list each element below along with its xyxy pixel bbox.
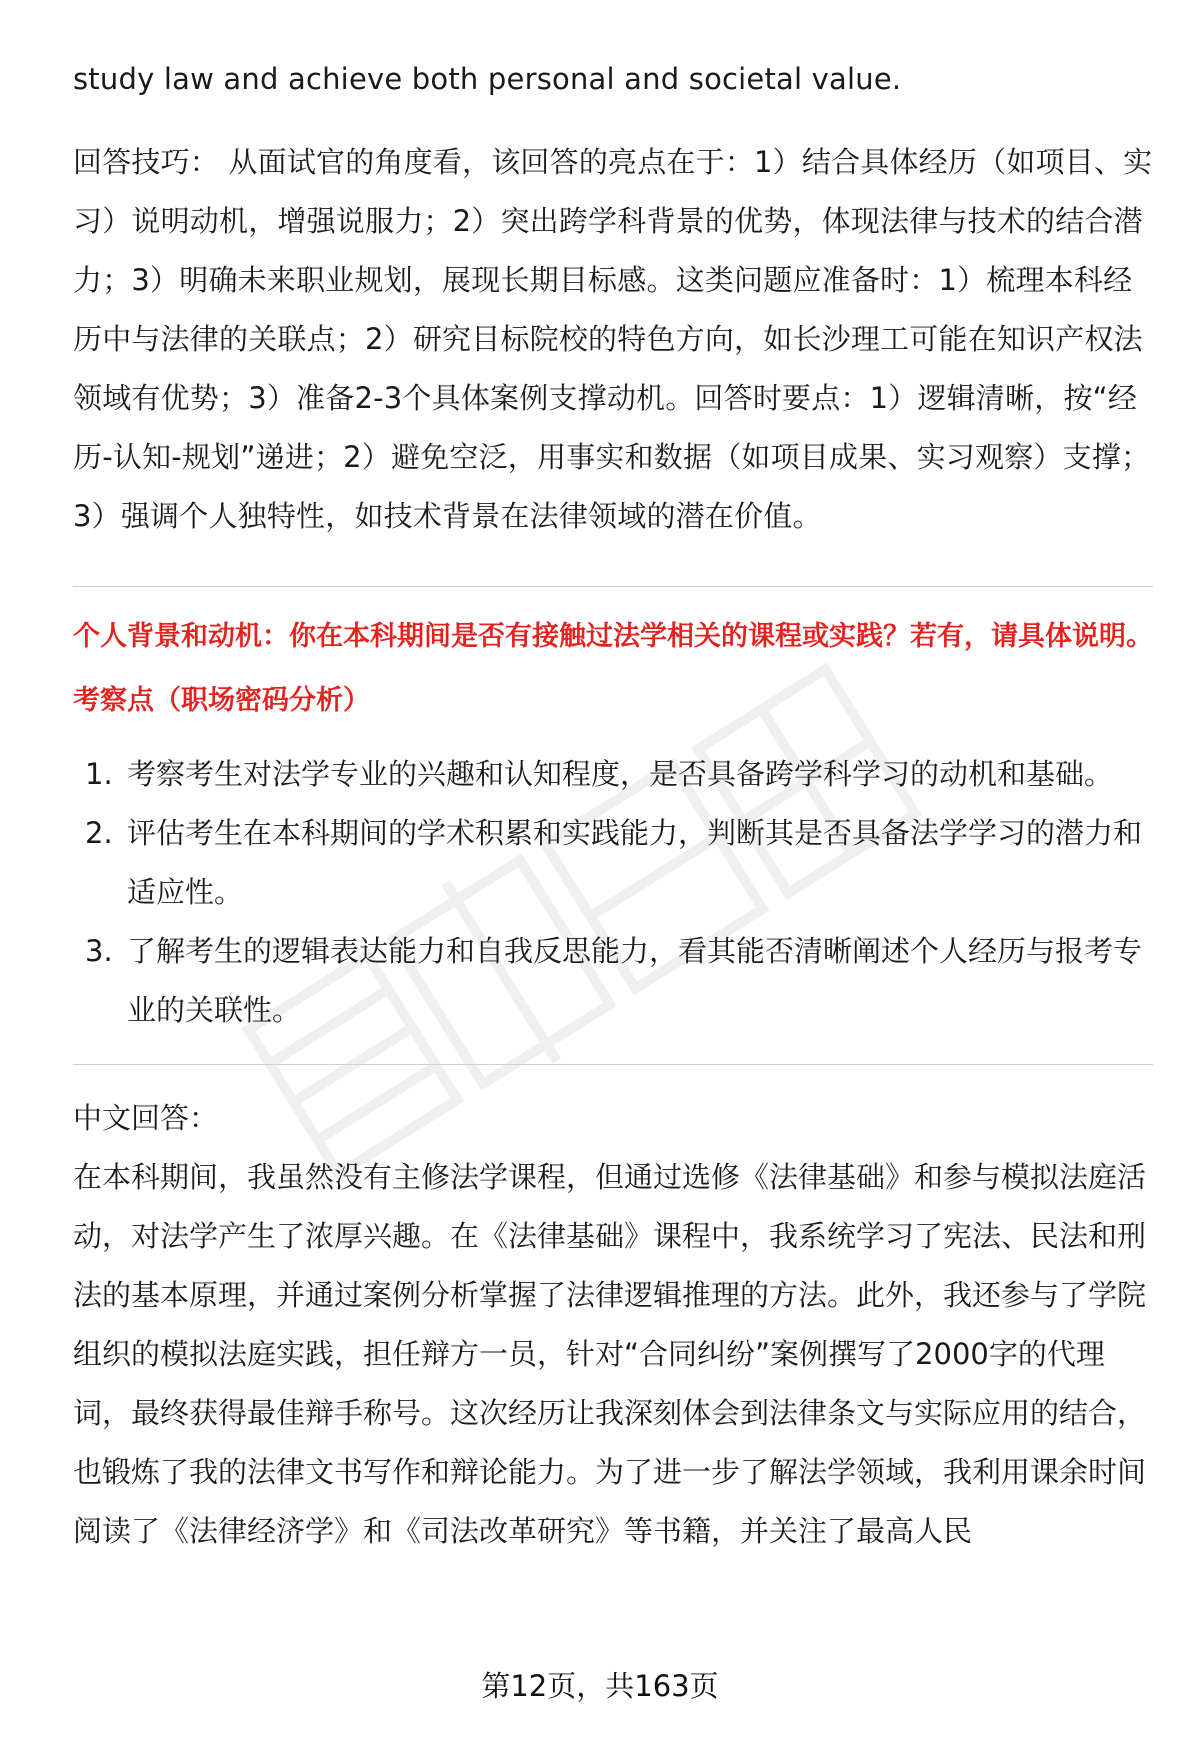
list-item-number: 3. — [85, 934, 113, 968]
assessment-points-list — [73, 745, 1153, 1040]
document-page — [73, 50, 1153, 1561]
section-divider — [73, 1064, 1153, 1065]
list-item-number: 2. — [85, 816, 113, 850]
section-divider — [73, 586, 1153, 587]
list-item-number: 1. — [85, 757, 113, 791]
answer-body: 在本科期间，我虽然没有主修法学课程，但通过选修《法律基础》和参与模拟法庭活动，对法学产生了浓厚兴趣。在《法律基础》课程中，我系统学习了宪法、民法和刑法的基本原理，并通过案例分析掌握了法律逻辑推理的方法。此外，我还参与了学院组织的模拟法庭实践，担任辩方一员，针对“合同纠纷”案例撰写了2000字的代理词，最终获得最佳辩手称号。这次经历让我深刻体会到法律条文与实际应用的结合，也锻炼了我的法律文书写作和辩论能力。为了进一步了解法学领域，我利用课余时间阅读了《法律经济学》和《司法改革研究》等书籍，并关注了最高人民 — [73, 1160, 1147, 1548]
list-item — [73, 922, 1153, 1040]
list-item — [73, 745, 1153, 804]
list-item-text: 考察考生对法学专业的兴趣和认知程度，是否具备跨学科学习的动机和基础。 — [127, 757, 1114, 791]
page-number-footer: 第12页，共163页 — [481, 1669, 719, 1703]
answer-tips-paragraph: 回答技巧： 从面试官的角度看，该回答的亮点在于：1）结合具体经历（如项目、实习）说明动机，增强说服力；2）突出跨学科背景的优势，体现法律与技术的结合潜力；3）明确未来职业规划，展现长期目标感。这类问题应准备时：1）梳理本科经历中与法律的关联点；2）研究目标院校的特色方向，如长沙理工可能在知识产权法领域有优势；3）准备2-3个具体案例支撑动机。回答时要点：1）逻辑清晰，按“经历-认知-规划”递进；2）避免空泛，用事实和数据（如项目成果、实习观察）支撑；3）强调个人独特性，如技术背景在法律领域的潜在价值。 — [73, 145, 1153, 533]
intro-line: study law and achieve both personal and societal value. — [73, 62, 902, 96]
list-item — [73, 804, 1153, 922]
list-item-text: 评估考生在本科期间的学术积累和实践能力，判断其是否具备法学学习的潜力和适应性。 — [127, 816, 1143, 909]
question-heading: 个人背景和动机：你在本科期间是否有接触过法学相关的课程或实践？若有，请具体说明。 — [73, 621, 1153, 652]
assessment-subheading: 考察点（职场密码分析） — [73, 685, 370, 716]
list-item-text: 了解考生的逻辑表达能力和自我反思能力，看其能否清晰阐述个人经历与报考专业的关联性。 — [127, 934, 1143, 1027]
answer-heading: 中文回答： — [73, 1101, 219, 1135]
